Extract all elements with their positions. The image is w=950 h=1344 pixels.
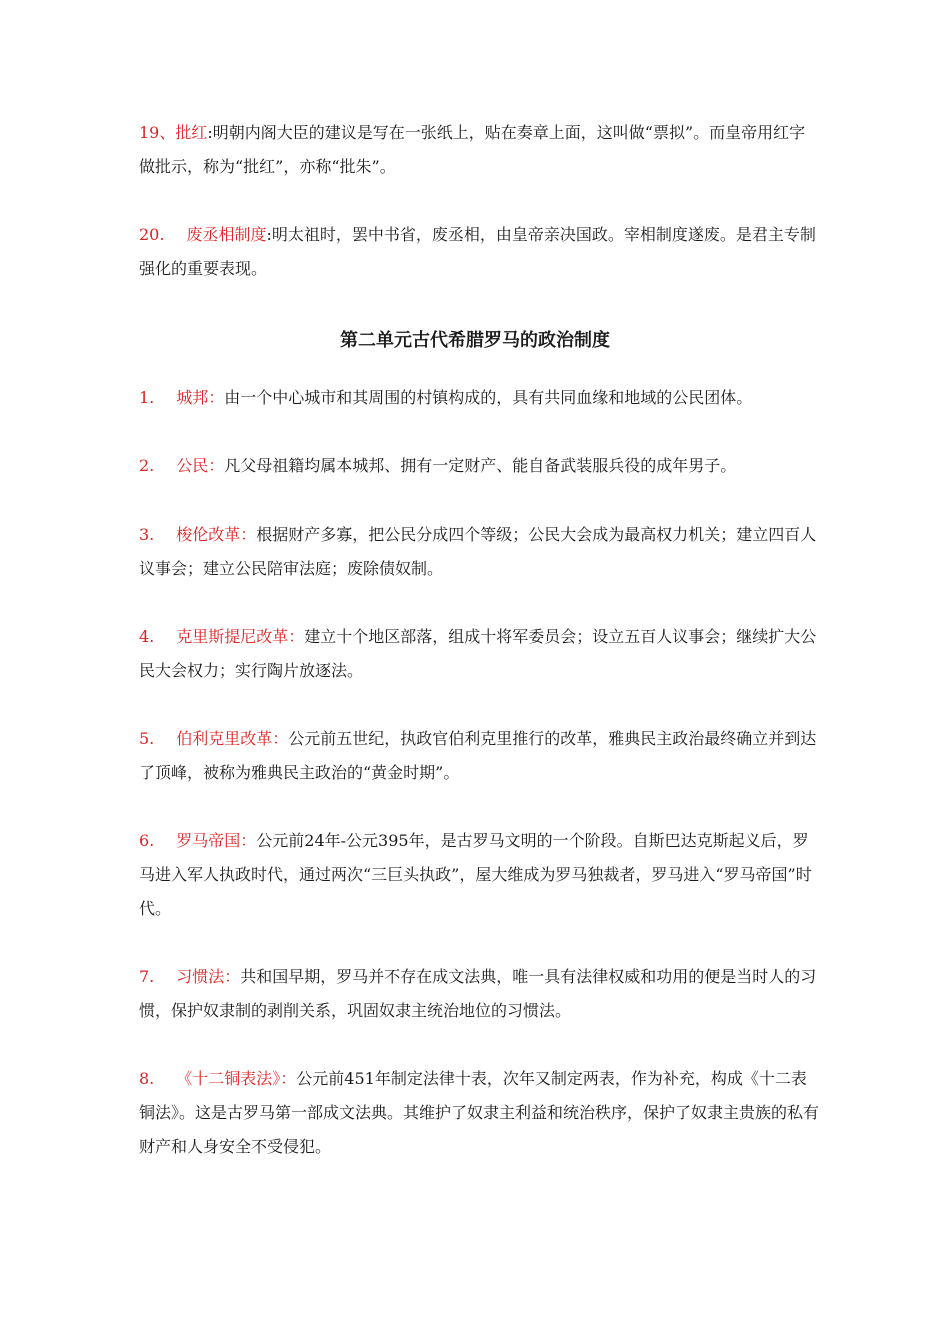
definition-text: 明太祖时，罢中书省，废丞相，由皇帝亲决国政。宰相制度遂废。是君主专制强化的重要表现。 (139, 225, 816, 278)
term-label: 废丞相制度 (186, 225, 267, 244)
definition-text: 共和国早期，罗马并不存在成文法典，唯一具有法律权威和功用的便是当时人的习惯，保护奴隶制的剥削关系，巩固奴隶主统治地位的习惯法。 (139, 967, 817, 1020)
term-label: 批红 (175, 123, 208, 142)
definition-text: 明朝内阁大臣的建议是写在一张纸上，贴在奏章上面，这叫做“票拟”。而皇帝用红字做批示，称为“批红”，亦称“批朱”。 (139, 123, 806, 176)
definition-item-3 (139, 518, 819, 586)
item-number: 7. (139, 967, 155, 986)
item-number: 19、 (139, 123, 176, 142)
definition-item-2 (139, 449, 819, 483)
term-label: 城邦： (176, 388, 225, 407)
term-label: 《十二铜表法》： (176, 1069, 297, 1088)
item-number: 5. (139, 729, 155, 748)
definition-text: 由一个中心城市和其周围的村镇构成的，具有共同血缘和地域的公民团体。 (224, 388, 753, 407)
item-number: 8. (139, 1069, 155, 1088)
definition-text: 公元前24年-公元395年，是古罗马文明的一个阶段。自斯巴达克斯起义后，罗马进入军人执政时代，通过两次“三巨头执政”，屋大维成为罗马独裁者，罗马进入“罗马帝国”时代。 (139, 831, 812, 918)
definition-item-19 (139, 116, 819, 184)
definition-text: 根据财产多寡，把公民分成四个等级；公民大会成为最高权力机关；建立四百人议事会；建立公民陪审法庭；废除债奴制。 (139, 525, 817, 578)
definition-text: 建立十个地区部落，组成十将军委员会；设立五百人议事会；继续扩大公民大会权力；实行陶片放逐法。 (139, 627, 817, 680)
definition-item-5 (139, 722, 819, 790)
definition-text: 公元前五世纪，执政官伯利克里推行的改革，雅典民主政治最终确立并到达了顶峰，被称为雅典民主政治的“黄金时期”。 (139, 729, 817, 782)
item-number: 20. (139, 225, 165, 244)
term-label: 伯利克里改革： (176, 729, 289, 748)
term-label: 克里斯提尼改革： (176, 627, 305, 646)
term-label: 公民： (176, 456, 225, 475)
term-label: 习惯法： (176, 967, 241, 986)
section-title: 第二单元古代希腊罗马的政治制度 (340, 330, 610, 351)
item-number: 6. (139, 831, 155, 850)
definition-item-8 (139, 1062, 819, 1164)
definition-item-1 (139, 381, 819, 415)
term-separator: : (266, 225, 272, 244)
definition-text: 公元前451年制定法律十表，次年又制定两表，作为补充，构成《十二表铜法》。这是古罗马第一部成文法典。其维护了奴隶主利益和统治秩序，保护了奴隶主贵族的私有财产和人身安全不受侵犯。 (139, 1069, 820, 1156)
definition-item-20 (139, 218, 819, 286)
term-label: 梭伦改革： (176, 525, 257, 544)
term-label: 罗马帝国： (176, 831, 257, 850)
term-separator: : (207, 123, 213, 142)
item-number: 1. (139, 388, 155, 407)
item-number: 3. (139, 525, 155, 544)
item-number: 2. (139, 456, 155, 475)
definition-item-6 (139, 824, 819, 926)
item-number: 4. (139, 627, 155, 646)
definition-item-4 (139, 620, 819, 688)
definition-text: 凡父母祖籍均属本城邦、拥有一定财产、能自备武装服兵役的成年男子。 (224, 456, 737, 475)
definition-item-7 (139, 960, 819, 1028)
